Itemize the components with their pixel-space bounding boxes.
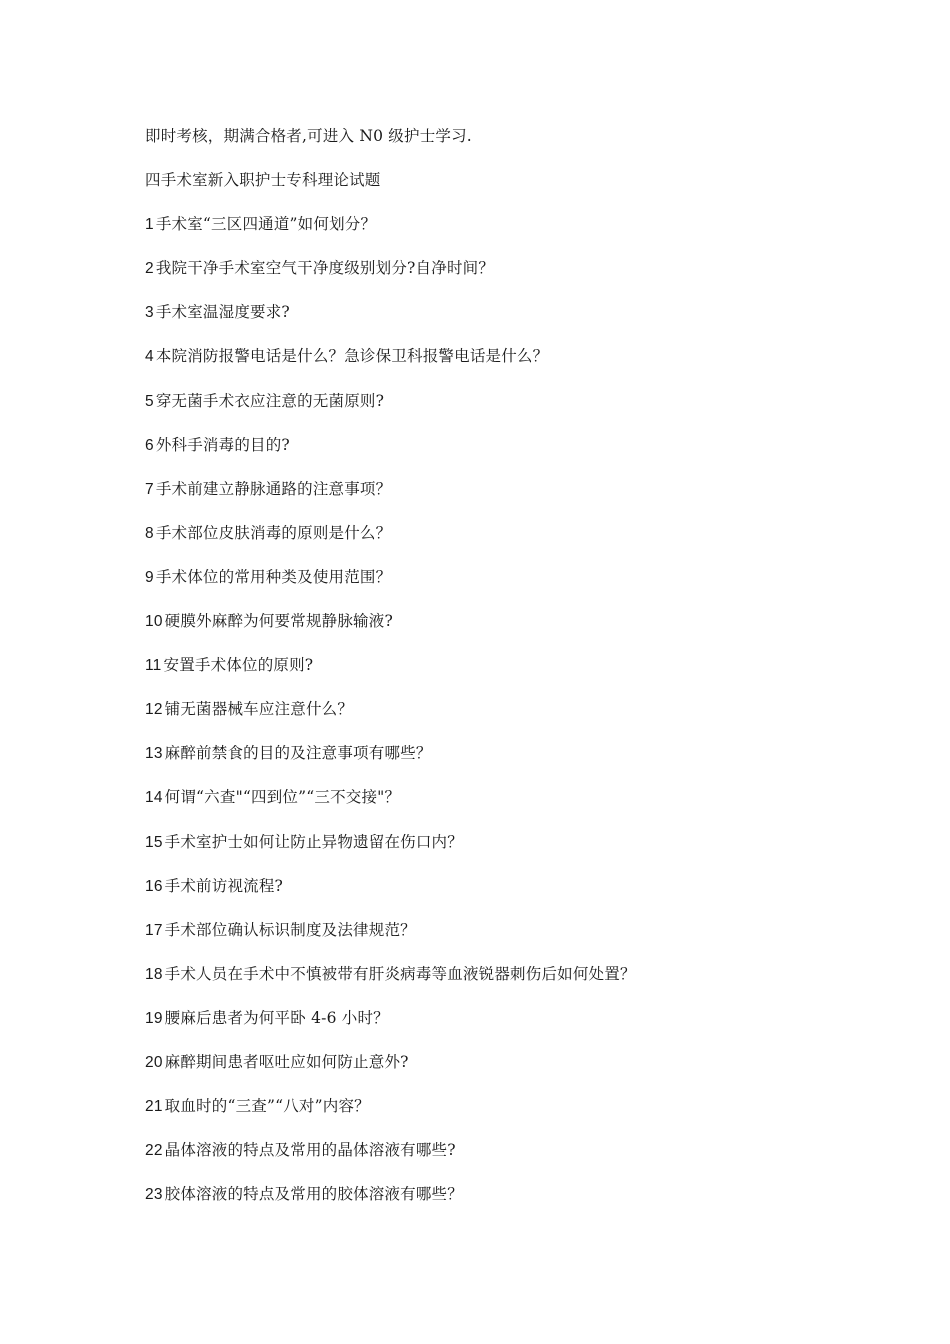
question-item (145, 1138, 845, 1182)
question-item (145, 1006, 845, 1050)
question-text: 手术室温湿度要求? (155, 303, 290, 322)
question-text: 铺无菌器械车应注意什么？ (164, 700, 354, 719)
question-number: 5 (145, 392, 154, 410)
question-number: 21 (145, 1098, 163, 1116)
question-text: 手术前访视流程? (164, 876, 284, 895)
question-number: 23 (145, 1186, 163, 1204)
question-text: 手术体位的常用种类及使用范围？ (155, 567, 392, 586)
question-text: 手术部位皮肤消毒的原则是什么？ (155, 523, 392, 542)
question-item (145, 433, 845, 477)
question-number: 2 (145, 260, 154, 278)
question-text: 外科手消毒的目的? (155, 435, 290, 454)
question-text: 麻醉期间患者呕吐应如何防止意外? (164, 1052, 409, 1071)
question-number: 15 (145, 833, 163, 851)
question-number: 22 (145, 1142, 163, 1160)
question-item (145, 785, 845, 829)
question-text: 手术前建立静脉通路的注意事项？ (155, 479, 392, 498)
question-item (145, 300, 845, 344)
question-text: 取血时的“三查”“八对”内容？ (164, 1097, 370, 1116)
question-item (145, 1182, 845, 1226)
question-item (145, 697, 845, 741)
question-number: 1 (145, 216, 154, 234)
question-item (145, 609, 845, 653)
question-number: 10 (145, 613, 163, 631)
intro-paragraph: 即时考核，期满合格者,可进入 N0 级护士学习. (145, 127, 472, 145)
question-number: 9 (145, 568, 154, 586)
question-item (145, 256, 845, 300)
question-number: 12 (145, 701, 163, 719)
question-item (145, 344, 845, 388)
question-number: 17 (145, 921, 163, 939)
question-item (145, 565, 845, 609)
question-number: 7 (145, 480, 154, 498)
question-text: 麻醉前禁食的目的及注意事项有哪些？ (164, 744, 432, 763)
question-number: 3 (145, 304, 154, 322)
question-text: 手术室“三区四通道”如何划分？ (155, 215, 377, 234)
document-body (145, 124, 845, 1226)
question-text: 晶体溶液的特点及常用的晶体溶液有哪些? (164, 1141, 456, 1160)
question-item (145, 874, 845, 918)
question-text: 手术部位确认标识制度及法律规范？ (164, 920, 416, 939)
question-text: 手术室护士如何让防止异物遗留在伤口内？ (164, 832, 463, 851)
question-item (145, 918, 845, 962)
question-number: 19 (145, 1009, 163, 1027)
question-text: 安置手术体位的原则? (163, 656, 314, 675)
question-item (145, 741, 845, 785)
question-text: 何谓“六查"“四到位”“三不交接"？ (164, 788, 401, 807)
question-item (145, 1094, 845, 1138)
question-item (145, 212, 845, 256)
question-text: 手术人员在手术中不慎被带有肝炎病毒等血液锐器刺伤后如何处置？ (164, 964, 636, 983)
question-text: 胶体溶液的特点及常用的胶体溶液有哪些？ (164, 1185, 463, 1204)
question-item (145, 830, 845, 874)
question-number: 4 (145, 348, 154, 366)
question-number: 8 (145, 524, 154, 542)
question-text: 腰麻后患者为何平卧 4-6 小时？ (164, 1008, 389, 1027)
question-text: 我院干净手术室空气干净度级别划分?自净时间？ (155, 259, 495, 278)
question-text: 穿无菌手术衣应注意的无菌原则? (155, 391, 385, 410)
question-number: 6 (145, 436, 154, 454)
question-number: 20 (145, 1053, 163, 1071)
question-number: 11 (145, 657, 162, 675)
question-number: 18 (145, 965, 163, 983)
question-item (145, 521, 845, 565)
question-text: 硬膜外麻醉为何要常规静脉输液? (164, 612, 393, 631)
question-item (145, 653, 845, 697)
question-item (145, 1050, 845, 1094)
question-item (145, 389, 845, 433)
section-title: 四手术室新入职护士专科理论试题 (145, 171, 381, 190)
question-text: 本院消防报警电话是什么？急诊保卫科报警电话是什么？ (155, 347, 549, 366)
question-number: 16 (145, 877, 163, 895)
question-number: 14 (145, 789, 163, 807)
question-item (145, 477, 845, 521)
question-item (145, 962, 845, 1006)
question-number: 13 (145, 745, 163, 763)
